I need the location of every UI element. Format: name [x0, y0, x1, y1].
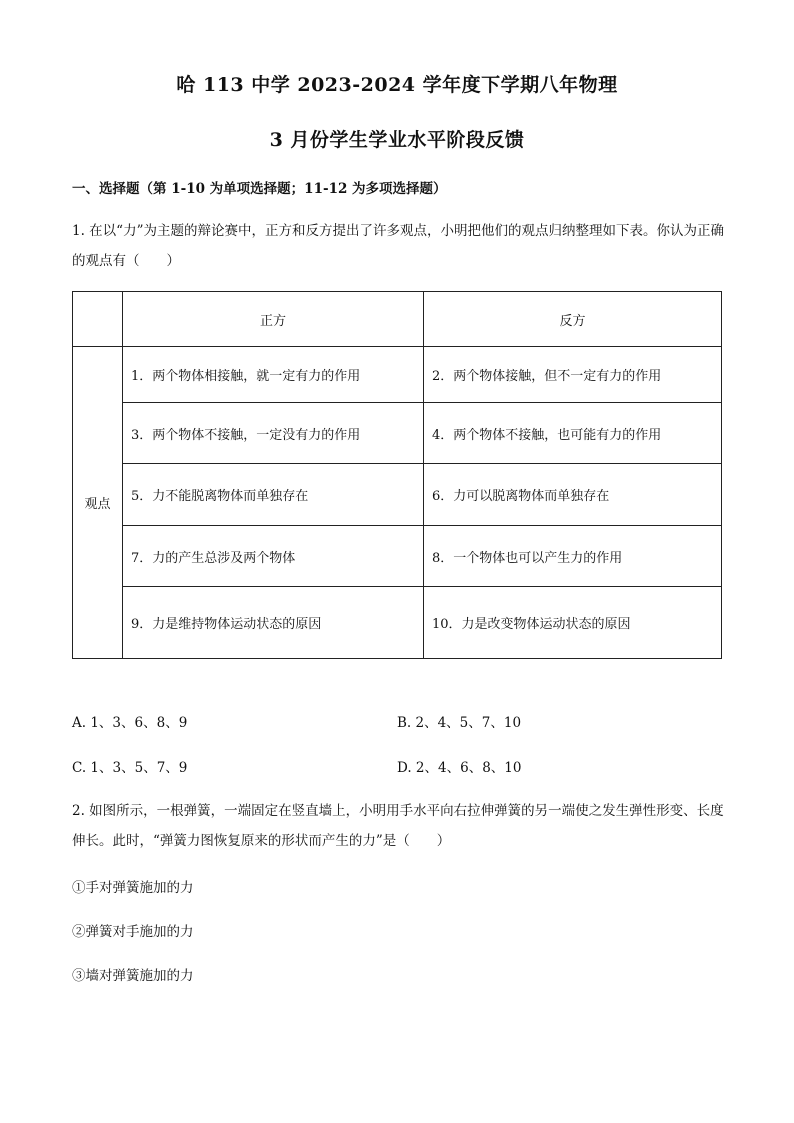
table-row	[73, 347, 722, 403]
table-cell-pro: 5．力不能脱离物体而单独存在	[123, 464, 424, 526]
table-row	[73, 403, 722, 464]
table-cell-con: 4．两个物体不接触，也可能有力的作用	[424, 403, 722, 464]
table-cell-pro: 9．力是维持物体运动状态的原因	[123, 587, 424, 659]
option-a[interactable]: A. 1、3、6、8、9	[72, 715, 188, 731]
table-cell-pro: 7．力的产生总涉及两个物体	[123, 526, 424, 587]
table-header-blank	[73, 292, 123, 347]
exam-title: 哈 113 中学 2023-2024 学年度下学期八年物理	[176, 74, 618, 96]
table-cell-pro: 3．两个物体不接触，一定没有力的作用	[123, 403, 424, 464]
question-2-item: ③墙对弹簧施加的力	[72, 968, 194, 984]
viewpoints-table	[72, 291, 722, 659]
table-cell-pro: 1．两个物体相接触，就一定有力的作用	[123, 347, 424, 403]
table-header-pro: 正方	[123, 292, 424, 347]
table-row	[73, 526, 722, 587]
question-2-stem: 2. 如图所示，一根弹簧，一端固定在竖直墙上，小明用手水平向右拉伸弹簧的另一端使之发生弹性形变、长度伸长。此时，“弹簧力图恢复原来的形状而产生的力”是（ ）	[72, 803, 724, 849]
table-row-label: 观点	[73, 347, 123, 659]
option-c[interactable]: C. 1、3、5、7、9	[72, 760, 188, 776]
table-cell-con: 6．力可以脱离物体而单独存在	[424, 464, 722, 526]
table-row	[73, 587, 722, 659]
table-cell-con: 8．一个物体也可以产生力的作用	[424, 526, 722, 587]
table-header-row	[73, 292, 722, 347]
table-cell-con: 10．力是改变物体运动状态的原因	[424, 587, 722, 659]
question-2-item: ②弹簧对手施加的力	[72, 924, 194, 940]
table-cell-con: 2．两个物体接触，但不一定有力的作用	[424, 347, 722, 403]
option-b[interactable]: B. 2、4、5、7、10	[397, 715, 522, 731]
table-row	[73, 464, 722, 526]
table-header-con: 反方	[424, 292, 722, 347]
exam-subtitle: 3 月份学生学业水平阶段反馈	[269, 129, 525, 151]
section-heading: 一、选择题（第 1-10 为单项选择题；11-12 为多项选择题）	[72, 181, 447, 197]
question-1-stem: 1. 在以“力”为主题的辩论赛中，正方和反方提出了许多观点，小明把他们的观点归纳整理如下表。你认为正确的观点有（ ）	[72, 223, 724, 269]
question-2-item: ①手对弹簧施加的力	[72, 880, 194, 896]
option-d[interactable]: D. 2、4、6、8、10	[397, 760, 522, 776]
